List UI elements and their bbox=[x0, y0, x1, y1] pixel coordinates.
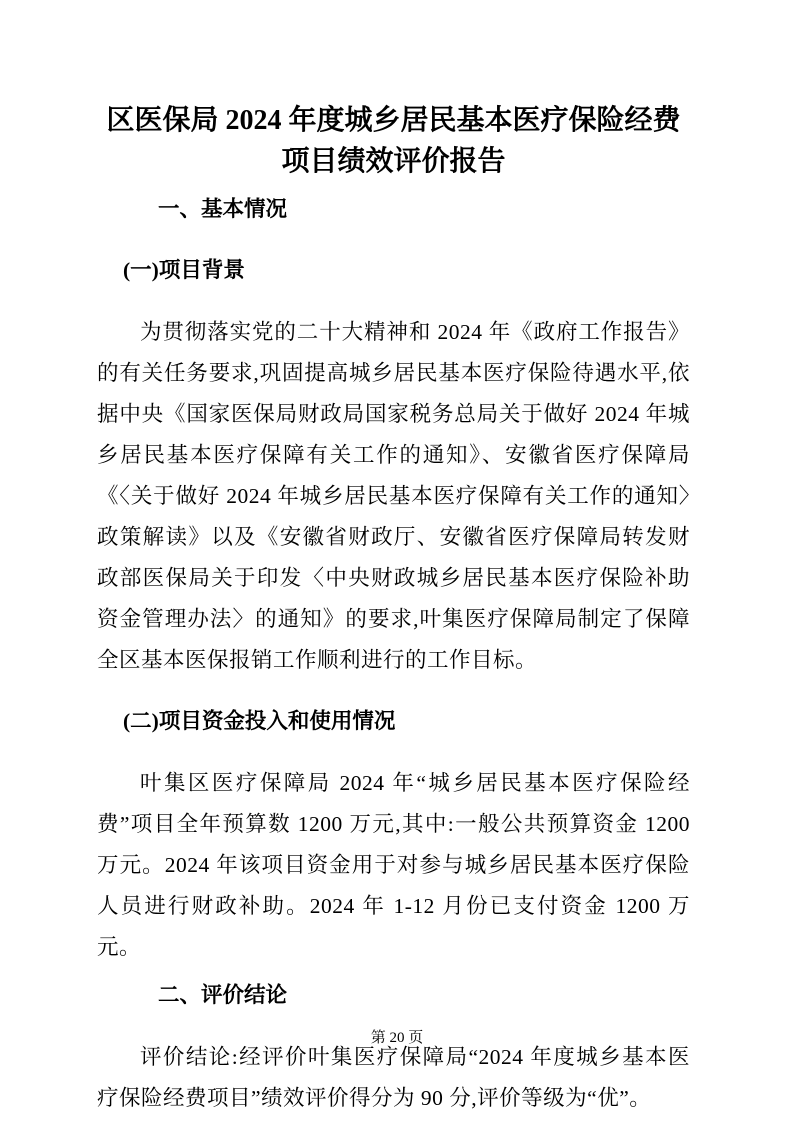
subsection-heading-funding-usage: (二)项目资金投入和使用情况 bbox=[123, 709, 396, 733]
document-title-line-1: 区医保局 2024 年度城乡居民基本医疗保险经费 bbox=[106, 105, 681, 136]
document-title-line-2: 项目绩效评价报告 bbox=[281, 146, 506, 177]
document-title bbox=[97, 100, 690, 182]
paragraph-funding-usage: 叶集区医疗保障局 2024 年“城乡居民基本医疗保险经费”项目全年预算数 1200 万元,其中:一般公共预算资金 1200 万元。2024 年该项目资金用于对参与城乡居民基本医疗保险人员进行财政补助。2024 年 1-12 月份已支付资金 1200 万元。 bbox=[97, 771, 690, 959]
section-heading-evaluation-conclusion: 二、评价结论 bbox=[158, 983, 288, 1007]
paragraph-project-background: 为贯彻落实党的二十大精神和 2024 年《政府工作报告》的有关任务要求,巩固提高城乡居民基本医疗保险待遇水平,依据中央《国家医保局财政局国家税务总局关于做好 2024 年城乡居民基本医疗保障有关工作的通知》、安徽省医疗保障局《〈关于做好 2024 年城乡居民基本医疗保障有关工作的通知〉政策解读》以及《安徽省财政厅、安徽省医疗保障局转发财政部医保局关于印发〈中央财政城乡居民基本医疗保险补助资金管理办法〉的通知》的要求,叶集医疗保障局制定了保障全区基本医保报销工作顺利进行的工作目标。 bbox=[97, 320, 690, 672]
page-number: 第 20 页 bbox=[370, 1030, 424, 1046]
subsection-heading-project-background: (一)项目背景 bbox=[123, 258, 245, 282]
section-heading-basic-situation: 一、基本情况 bbox=[158, 197, 288, 221]
paragraph-evaluation-conclusion: 评价结论:经评价叶集医疗保障局“2024 年度城乡基本医疗保险经费项目”绩效评价得分为 90 分,评价等级为“优”。 bbox=[97, 1045, 690, 1110]
